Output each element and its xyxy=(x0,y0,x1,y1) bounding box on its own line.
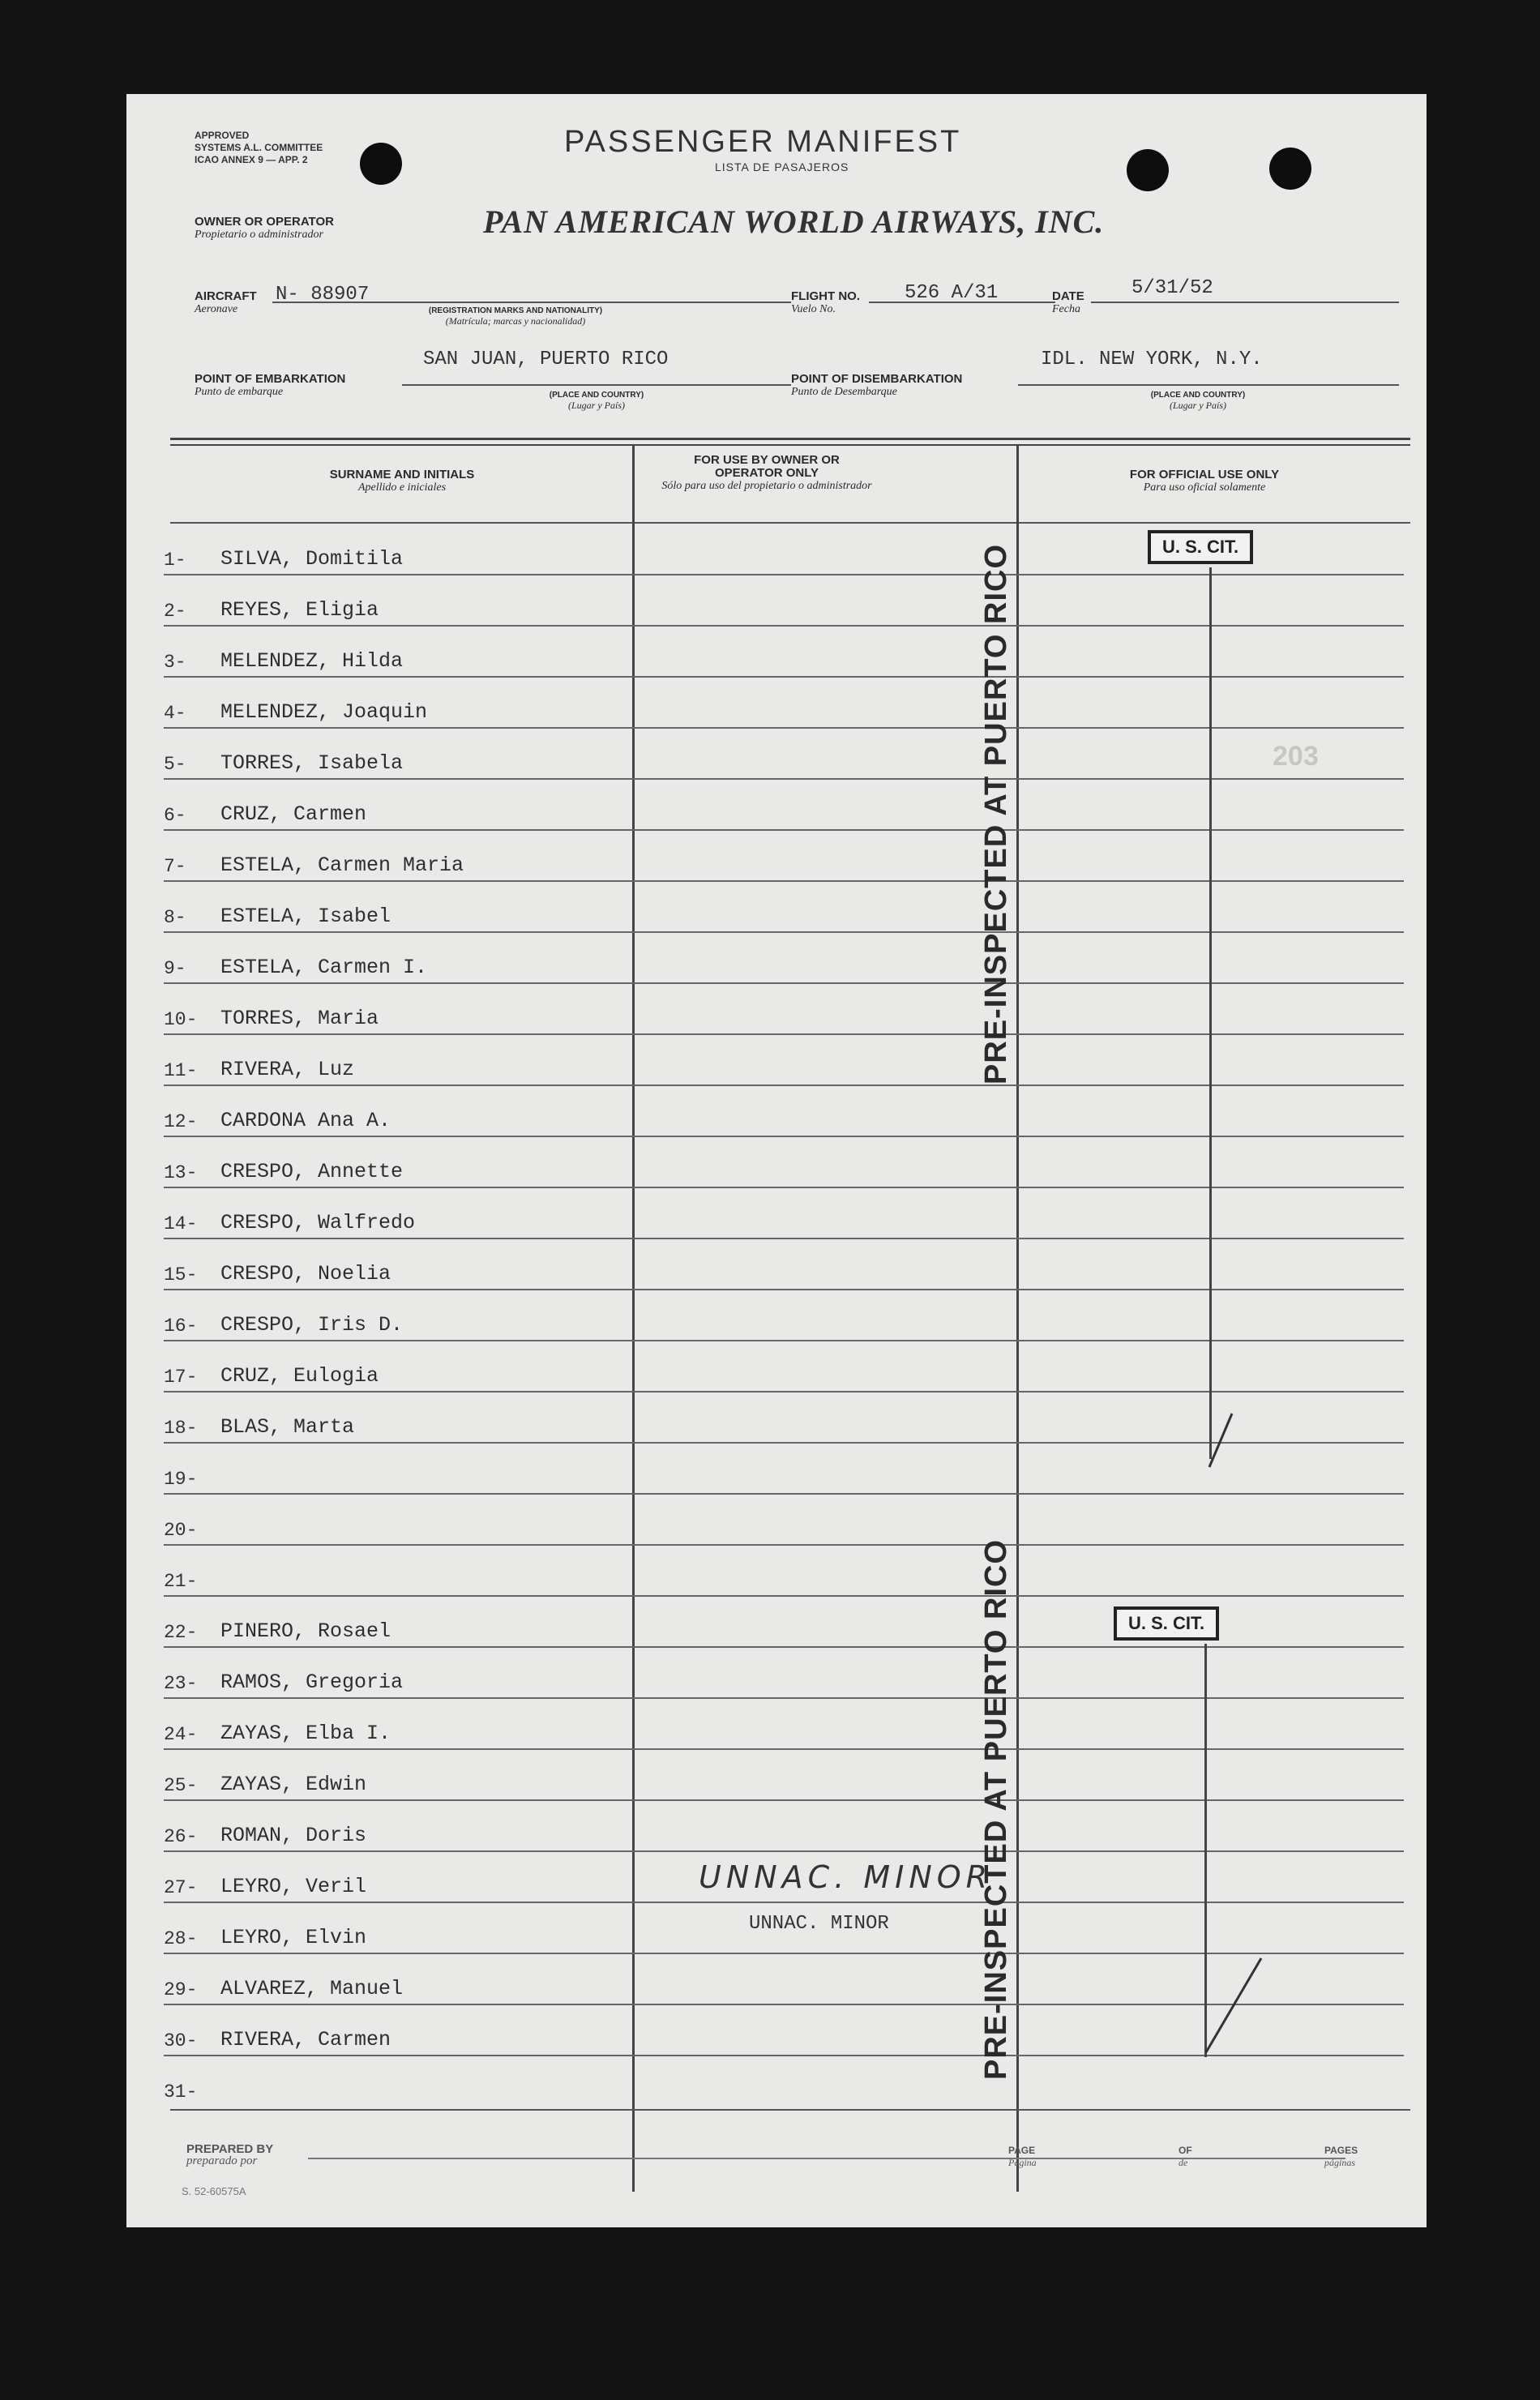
column-header-owner-es: Sólo para uso del propietario o administrador xyxy=(661,480,872,492)
passenger-name: ESTELA, Carmen Maria xyxy=(220,853,464,877)
official-number-stamp: 203 xyxy=(1273,741,1319,772)
embark-label-es: Punto de embarque xyxy=(195,386,284,398)
of-label-en: OF xyxy=(1179,2145,1192,2156)
passenger-name: CRESPO, Noelia xyxy=(220,1262,391,1286)
owner-label xyxy=(195,216,334,241)
passenger-name: CRUZ, Carmen xyxy=(220,802,367,826)
table-row xyxy=(164,932,1404,984)
row-number: 31- xyxy=(164,2081,198,2103)
column-header-official-es: Para uso oficial solamente xyxy=(1143,481,1266,494)
row-number: 24- xyxy=(164,1724,198,1745)
row-number: 22- xyxy=(164,1622,198,1643)
table-row xyxy=(164,575,1404,627)
page-label-en: PAGE xyxy=(1008,2145,1036,2156)
row-number: 13- xyxy=(164,1162,198,1183)
registration-note xyxy=(386,306,645,326)
table-row xyxy=(164,1341,1404,1393)
pre-inspected-stamp: PRE-INSPECTED AT PUERTO RICO xyxy=(979,1538,1013,2080)
table-row xyxy=(164,626,1404,678)
aircraft-value: N- 88907 xyxy=(276,284,370,306)
row-number: 19- xyxy=(164,1469,198,1490)
date-label xyxy=(1052,290,1084,316)
table-row xyxy=(164,1698,1404,1750)
pages-label xyxy=(1324,2145,1358,2169)
registration-note-en: (REGISTRATION MARKS AND NATIONALITY) xyxy=(428,306,603,315)
approval-line: ICAO ANNEX 9 — APP. 2 xyxy=(195,154,308,165)
approval-block xyxy=(195,130,323,166)
table-top-rule xyxy=(170,438,1410,440)
date-value: 5/31/52 xyxy=(1131,277,1213,299)
row-number: 7- xyxy=(164,856,186,877)
row-number: 11- xyxy=(164,1060,198,1081)
table-row xyxy=(164,1647,1404,1699)
row-number: 25- xyxy=(164,1775,198,1796)
row-number: 29- xyxy=(164,1979,198,2000)
disembark-value: IDL. NEW YORK, N.Y. xyxy=(1041,349,1263,370)
passenger-name: SILVA, Domitila xyxy=(220,547,404,571)
page-title: PASSENGER MANIFEST xyxy=(564,125,962,159)
row-number: 12- xyxy=(164,1111,198,1132)
column-header-owner xyxy=(661,454,872,493)
row-number: 9- xyxy=(164,958,186,979)
punch-hole xyxy=(1269,148,1311,190)
of-label xyxy=(1179,2145,1192,2169)
owner-label-es: Propietario o administrador xyxy=(195,229,323,241)
table-row xyxy=(164,881,1404,933)
punch-hole xyxy=(1127,149,1169,191)
row-number: 26- xyxy=(164,1826,198,1847)
of-label-es: de xyxy=(1179,2157,1188,2168)
approval-line: SYSTEMS A.L. COMMITTEE xyxy=(195,142,323,153)
embark-place-note xyxy=(515,391,678,410)
passenger-name: CRESPO, Annette xyxy=(220,1160,404,1183)
passenger-name: CARDONA Ana A. xyxy=(220,1109,391,1132)
row-number: 16- xyxy=(164,1316,198,1337)
registration-note-es: (Matrícula; marcas y nacionalidad) xyxy=(445,315,586,327)
passenger-name: BLAS, Marta xyxy=(220,1415,355,1439)
pages-label-en: PAGES xyxy=(1324,2145,1358,2156)
embark-label-en: POINT OF EMBARKATION xyxy=(195,372,346,386)
row-number: 2- xyxy=(164,601,186,622)
column-header-owner-en: FOR USE BY OWNER OR OPERATOR ONLY xyxy=(694,453,840,480)
table-row xyxy=(164,1749,1404,1801)
table-row xyxy=(164,1136,1404,1188)
row-number: 10- xyxy=(164,1009,198,1030)
table-row xyxy=(164,983,1404,1035)
table-top-rule xyxy=(170,444,1410,446)
check-mark-icon xyxy=(1204,1407,1237,1472)
embark-value: SAN JUAN, PUERTO RICO xyxy=(423,349,669,370)
approval-line: APPROVED xyxy=(195,130,250,141)
table-row xyxy=(164,2056,1404,2106)
aircraft-label xyxy=(195,290,257,316)
disembark-place-note-es: (Lugar y País) xyxy=(1170,400,1226,411)
row-number: 8- xyxy=(164,907,186,928)
row-number: 3- xyxy=(164,652,186,673)
row-number: 14- xyxy=(164,1213,198,1234)
passenger-name: CRUZ, Eulogia xyxy=(220,1364,379,1388)
prepared-by-label xyxy=(186,2143,273,2167)
flight-underline xyxy=(869,302,1055,303)
aircraft-label-es: Aeronave xyxy=(195,303,238,315)
owner-label-en: OWNER OR OPERATOR xyxy=(195,215,334,229)
disembark-underline xyxy=(1018,384,1399,386)
passenger-name: TORRES, Isabela xyxy=(220,751,404,775)
column-header-official xyxy=(1050,468,1358,494)
row-number: 23- xyxy=(164,1673,198,1694)
table-row xyxy=(164,1290,1404,1341)
row-number: 21- xyxy=(164,1571,198,1592)
bracket-line xyxy=(1209,567,1212,1459)
passenger-name: PINERO, Rosael xyxy=(220,1619,391,1643)
row-number: 6- xyxy=(164,805,186,826)
page-label-es: Página xyxy=(1008,2157,1037,2168)
column-header-surname xyxy=(175,468,629,494)
passenger-name: ESTELA, Isabel xyxy=(220,905,391,928)
passenger-name: ESTELA, Carmen I. xyxy=(220,956,428,979)
row-number: 4- xyxy=(164,703,186,724)
table-row xyxy=(164,1800,1404,1852)
passenger-name: MELENDEZ, Hilda xyxy=(220,649,404,673)
page-subtitle: LISTA DE PASAJEROS xyxy=(715,160,849,173)
page-label xyxy=(1008,2145,1037,2169)
column-header-surname-en: SURNAME AND INITIALS xyxy=(329,468,475,481)
passenger-name: CRESPO, Walfredo xyxy=(220,1211,416,1234)
passenger-name: RIVERA, Luz xyxy=(220,1058,355,1081)
table-row xyxy=(164,1545,1404,1597)
table-row xyxy=(164,1034,1404,1086)
typed-note: UNNAC. MINOR xyxy=(749,1913,889,1935)
passenger-name: LEYRO, Elvin xyxy=(220,1926,367,1949)
passenger-name: CRESPO, Iris D. xyxy=(220,1313,404,1337)
passenger-name: RAMOS, Gregoria xyxy=(220,1671,404,1694)
passenger-name: ALVAREZ, Manuel xyxy=(220,1977,404,2000)
flight-value: 526 A/31 xyxy=(905,282,999,304)
passenger-name: LEYRO, Veril xyxy=(220,1875,367,1898)
punch-hole xyxy=(360,143,402,185)
column-header-surname-es: Apellido e iniciales xyxy=(357,481,447,494)
passenger-name: RIVERA, Carmen xyxy=(220,2028,391,2051)
check-mark-icon xyxy=(1201,1950,1266,2056)
row-number: 30- xyxy=(164,2030,198,2051)
table-row xyxy=(164,830,1404,882)
passenger-name: ZAYAS, Edwin xyxy=(220,1773,367,1796)
disembark-label-en: POINT OF DISEMBARKATION xyxy=(791,372,963,386)
aircraft-label-en: AIRCRAFT xyxy=(195,289,257,303)
handwritten-note: UNNAC. MINOR xyxy=(699,1859,993,1895)
passenger-name: ZAYAS, Elba I. xyxy=(220,1722,391,1745)
table-row xyxy=(164,1494,1404,1546)
disembark-label-es: Punto de Desembarque xyxy=(791,386,897,398)
row-number: 28- xyxy=(164,1928,198,1949)
disembark-place-note xyxy=(1117,391,1279,410)
date-underline xyxy=(1091,302,1399,303)
row-number: 18- xyxy=(164,1418,198,1439)
table-row xyxy=(164,1239,1404,1290)
flight-label-en: FLIGHT NO. xyxy=(791,289,860,303)
row-number: 1- xyxy=(164,550,186,571)
table-bottom-rule xyxy=(170,2109,1410,2111)
us-cit-stamp: U. S. CIT. xyxy=(1148,530,1253,564)
airline-name: PAN AMERICAN WORLD AIRWAYS, INC. xyxy=(483,203,1105,240)
row-number: 20- xyxy=(164,1520,198,1541)
passenger-name: REYES, Eligia xyxy=(220,598,379,622)
embark-place-note-es: (Lugar y País) xyxy=(568,400,625,411)
row-number: 27- xyxy=(164,1877,198,1898)
date-label-en: DATE xyxy=(1052,289,1084,303)
disembark-label xyxy=(791,373,962,399)
us-cit-stamp: U. S. CIT. xyxy=(1114,1606,1219,1641)
row-number: 17- xyxy=(164,1367,198,1388)
row-number: 15- xyxy=(164,1264,198,1286)
embark-label xyxy=(195,373,345,399)
table-row xyxy=(164,1085,1404,1137)
column-header-official-en: FOR OFFICIAL USE ONLY xyxy=(1129,468,1280,481)
form-number: S. 52-60575A xyxy=(182,2185,246,2197)
flight-label xyxy=(791,290,860,316)
prepared-by-label-es: preparado por xyxy=(186,2154,258,2167)
table-row xyxy=(164,677,1404,729)
row-number: 5- xyxy=(164,754,186,775)
flight-label-es: Vuelo No. xyxy=(791,303,836,315)
pre-inspected-stamp: PRE-INSPECTED AT PUERTO RICO xyxy=(979,543,1013,1084)
date-label-es: Fecha xyxy=(1052,303,1080,315)
passenger-name: TORRES, Maria xyxy=(220,1007,379,1030)
aircraft-underline xyxy=(272,302,791,303)
table-row xyxy=(164,1187,1404,1239)
manifest-sheet xyxy=(126,94,1427,2227)
table-row xyxy=(164,728,1404,780)
embark-place-note-en: (PLACE AND COUNTRY) xyxy=(549,391,644,400)
disembark-place-note-en: (PLACE AND COUNTRY) xyxy=(1150,391,1246,400)
table-row xyxy=(164,779,1404,831)
prepared-by-label-en: PREPARED BY xyxy=(186,2142,274,2156)
pages-label-es: páginas xyxy=(1324,2157,1356,2168)
embark-underline xyxy=(402,384,791,386)
passenger-name: MELENDEZ, Joaquin xyxy=(220,700,428,724)
passenger-name: ROMAN, Doris xyxy=(220,1824,367,1847)
